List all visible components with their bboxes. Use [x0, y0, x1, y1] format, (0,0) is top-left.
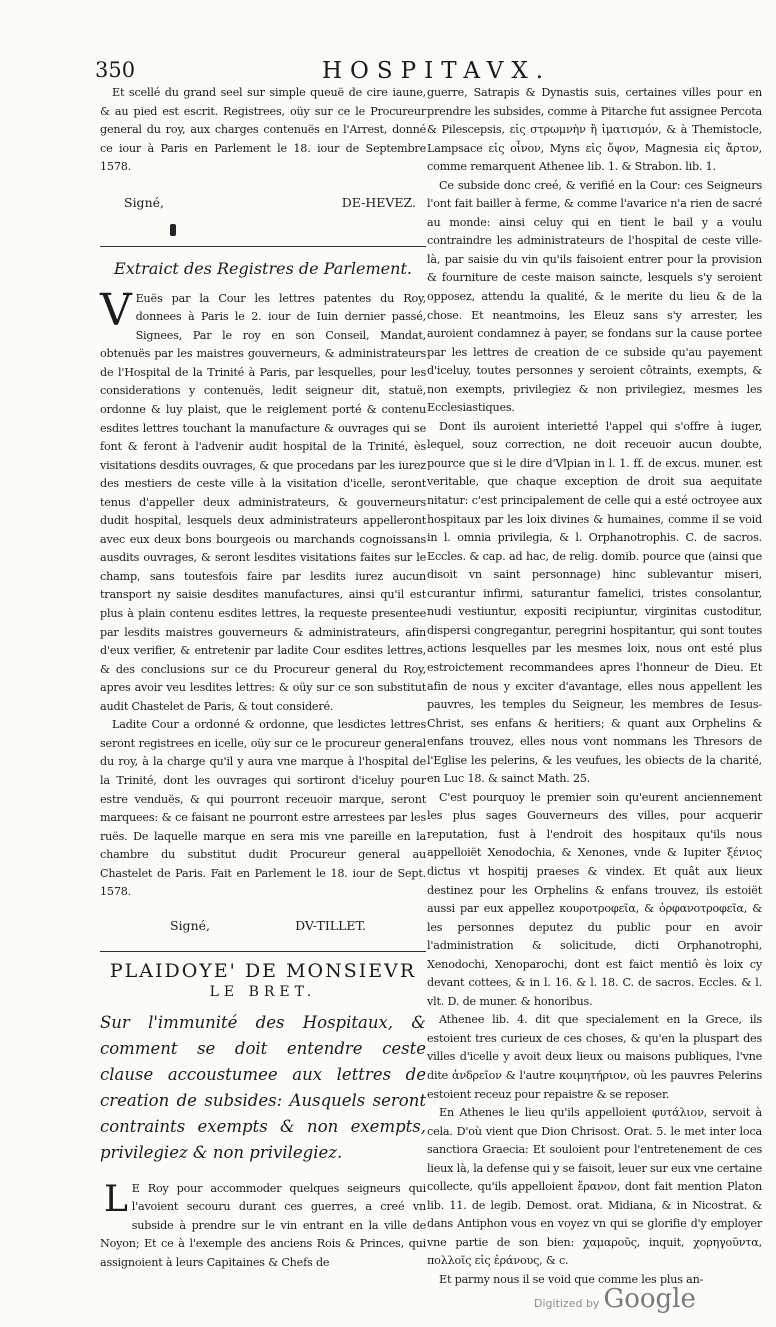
watermark-label: Digitized by — [534, 1297, 600, 1310]
signature-name: DE-HEVEZ. — [341, 194, 416, 210]
drop-cap: L — [104, 1178, 128, 1220]
signature-block — [100, 918, 426, 933]
extract-paragraph: Ladite Cour a ordonné & ordonne, que lesdictes lettres seront registrees en icelle, oüy sur ce le procureur general du roy, à la charge qu'il y aura vne marque à l'hospital de la Trinité, dont les ouvrages qui sortiront d'iceluy pour estre venduës, & qui pourront receuoir marque, seront marquees: & ce faisant ne pourront estre arrestees par les ruës. De laquelle marque en sera mis vne pareille en la chambre du substitut dudit Procureur general au Chastelet de Paris. Fait en Parlement le 18. iour de Sept. 1578. — [100, 718, 426, 899]
paragraph: C'est pourquoy le premier soin qu'eurent anciennement les plus sages Gouverneurs des villes, pour acquerir reputation, fust à l'endroit des hospitaux qu'ils nous appelloiët Xenodochia, & Xenones, vnde & Iupiter ξένιος dictus vt hospitij praeses & vindex. Et quât aux lieux destinez pour les Orphelins & enfans trouvez, ils estoiët aussi par eux appellez κουροτροφεῖα, & ὀρφανοτροφεῖα, & les personnes deputez du public pour en avoir l'administration & solicitude, dicti Orphanotrophi, Xenodochi, Xenoparochi, dont est faict mentiô ès loix cy devant cottees, & in l. 16. & l. 18. C. de sacros. Eccles. & l. vlt. D. de muner. & honoribus. — [427, 790, 762, 1008]
signature-block — [100, 195, 426, 210]
paragraph: Athenee lib. 4. dit que specialement en la Grece, ils estoient tres curieux de ces choses, & qu'en la pluspart des villes d'icelle y avoit deux lieux ou maisons publiques, l'vne dite ἀνδρεῖον & l'autre κοιμητήριον, où les pauvres Pelerins estoient receuz pour repaistre & se reposer. — [427, 1013, 762, 1101]
google-logo: Google — [603, 1284, 696, 1314]
signature-name: DV-TILLET. — [295, 917, 366, 933]
extract-paragraph: Euës par la Cour les lettres patentes du Roy, donnees à Paris le 2. iour de Iuin dernier passé, Signees, Par le roy en son Conseil, Mandat, obtenuës par les maistres gouverneurs, & administrateurs de l'Hospital de la Trinité à Paris, par lesquelles, pour les considerations y contenuës, ledit seigneur dit, statuë, ordonne & luy plaist, que le reiglement porté & contenu esdites lettres touchant la manufacture & ouvrages qui se font & feront à l'advenir audit hospital de la Trinité, ès visitations desdits ouvrages, & que procedans par les iurez des mestiers de ceste ville à la visitation d'icelle, seront tenus d'appeller deux administrateurs, & gouverneurs dudit hospital, lesquels deux administrateurs appelleront avec eux deux bons bourgeois ou marchands cognoissans ausdits ouvrages, & seront lesdites visitations faites sur le champ, sans toutesfois faire par lesdits iurez aucun transport ny saisie desdites manufactures, ainsi qu'il est plus à plain contenu esdites lettres, la requeste presentee par lesdits maistres gouverneurs & administrateurs, afin d'eux verifier, & entretenir par ladite Cour esdites lettres, & des conclusions sur ce du Procureur general du Roy, apres avoir veu lesdites lettres: & oüy sur ce son substitut audit Chastelet de Paris, & tout consideré. — [100, 291, 426, 713]
section-title: PLAIDOYE' DE MONSIEVR — [109, 959, 417, 982]
ornament — [170, 224, 176, 236]
plaidoyer-paragraph: E Roy pour accommoder quelques seigneurs qui l'avoient secouru durant ces guerres, a creé vn subside à prendre sur le vin entrant en la ville de Noyon; Et ce à l'exemple des anciens Rois & Princes, qui assignoient à leurs Capitaines & Chefs de — [100, 1181, 426, 1269]
signature-label: Signé, — [124, 194, 164, 210]
left-column — [100, 84, 426, 1273]
section-subtitle: LE BRET. — [209, 983, 317, 1000]
watermark — [534, 1284, 696, 1314]
divider — [100, 951, 426, 952]
extract-title: Extraict des Registres de Parlement. — [114, 258, 412, 278]
page-number: 350 — [95, 58, 136, 82]
right-column — [427, 84, 762, 1290]
paragraph: Et parmy nous il se void que comme les plus an- — [439, 1273, 704, 1286]
section-summary: Sur l'immunité des Hospitaux, & comment se doit entendre ceste clause accoustumee aux lettres de creation de subsides: Ausquels seront contraints exempts & non exempts, privilegiez & non privilegiez. — [100, 1012, 426, 1162]
extract-body — [100, 284, 426, 717]
intro-text: Et scellé du grand seel sur simple queuë de cire iaune, & au pied est escrit. Registrees, oüy sur ce le Procureur general du roy, aux charges contenuës en l'Arrest, donné ce iour à Paris en Parlement le 18. iour de Septembre 1578. — [100, 86, 426, 174]
paragraph: Dont ils auroient interietté l'appel qui s'offre à iuger, lequel, souz correction, ne doit receuoir aucun doubte, pource que si le dire d'Vlpian in l. 1. ff. de excus. muner. est veritable, que chaque exception de droit sua aequitate nitatur: c'est principalement de celle qui a esté octroyee aux hospitaux par les loix divines & humaines, comme il se void in l. omnia privilegia, & l. Orphanotrophis. C. de sacros. Eccles. & cap. ad hac, de relig. domib. pource que (ainsi que disoit vn saint personnage) hinc sublevantur miseri, curantur infirmi, saturantur famelici, tristes consolantur, nudi vestiuntur, expositi recipiuntur, virginitas custoditur, dispersi congregantur, peregrini hospitantur, qui sont toutes actions lesquelles par les mesmes loix, nous ont esté plus estroictement recommandees apres l'honneur de Dieu. Et afin de nous y exciter d'avantage, elles nous appellent les pauvres, les temples du Seigneur, les membres de Iesus-Christ, ses enfans & heritiers; & quant aux Orphelins & enfans trouvez, elles nous vont nommans les Thresors de l'Eglise les pelerins, & les veufues, les obiects de la charité, en Luc 18. & sainct Math. 25. — [427, 419, 762, 786]
drop-cap: V — [100, 284, 132, 336]
paragraph: Ce subside donc creé, & verifié en la Cour: ces Seigneurs l'ont fait bailler à ferme, & comme l'avarice n'a rien de sacré au monde: ainsi celuy qui en tient le bail y a voulu contraindre les administrateurs de l'hospital de ceste ville-là, par saisie du vin qu'ils faisoient entrer pour la provision & fourniture de ceste maison saincte, lesquels s'y seroient opposez, attendu la qualité, & le merite du lieu & de la chose. Et neantmoins, les Eleuz sans s'y arrester, les auroient condamnez à payer, se fondans sur la cause portee par les lettres de creation de ce subside qu'au payement d'iceluy, toutes personnes y seroient côtraints, exempts, & non exempts, privilegiez & non privilegiez, mesmes les Ecclesiastiques. — [427, 178, 762, 415]
divider — [100, 246, 426, 247]
plaidoyer-body — [100, 1180, 426, 1273]
signature-label: Signé, — [170, 917, 210, 933]
paragraph: En Athenes le lieu qu'ils appelloient φυτάλιον, servoit à cela. D'où vient que Dion Chrisost. Orat. 5. le met inter loca sanctiora Graecia: Et souloient pour l'entretenement de ces lieux là, la defense qui y se faisoit, leuer sur eux vne certaine collecte, qu'ils appelloient ἔρανον, dont fait mention Platon lib. 11. de legib. Demost. orat. Midiana, & in Nicostrat. & dans Antiphon vous en voyez vn qui se glorifie d'y employer vne partie de son bien: χαμαροῦς, inquit, χορηγοῦντα, πολλοῖς εἰς ἐράνους, & c. — [427, 1106, 763, 1268]
paragraph: guerre, Satrapis & Dynastis suis, certaines villes pour en prendre les subsides, comme à Pitarche fut assignee Percota & Pilescepsis, εἰς στρωμνὴν ἢ ἱματισμόν, & à Themistocle, Lampsace εἰς οἶνον, Myns εἰς ὄψον, Magnesia εἰς ἄρτον, comme remarquent Athenee lib. 1. & Strabon. lib. 1. — [427, 86, 762, 174]
running-head: HOSPITAVX. — [322, 58, 552, 84]
